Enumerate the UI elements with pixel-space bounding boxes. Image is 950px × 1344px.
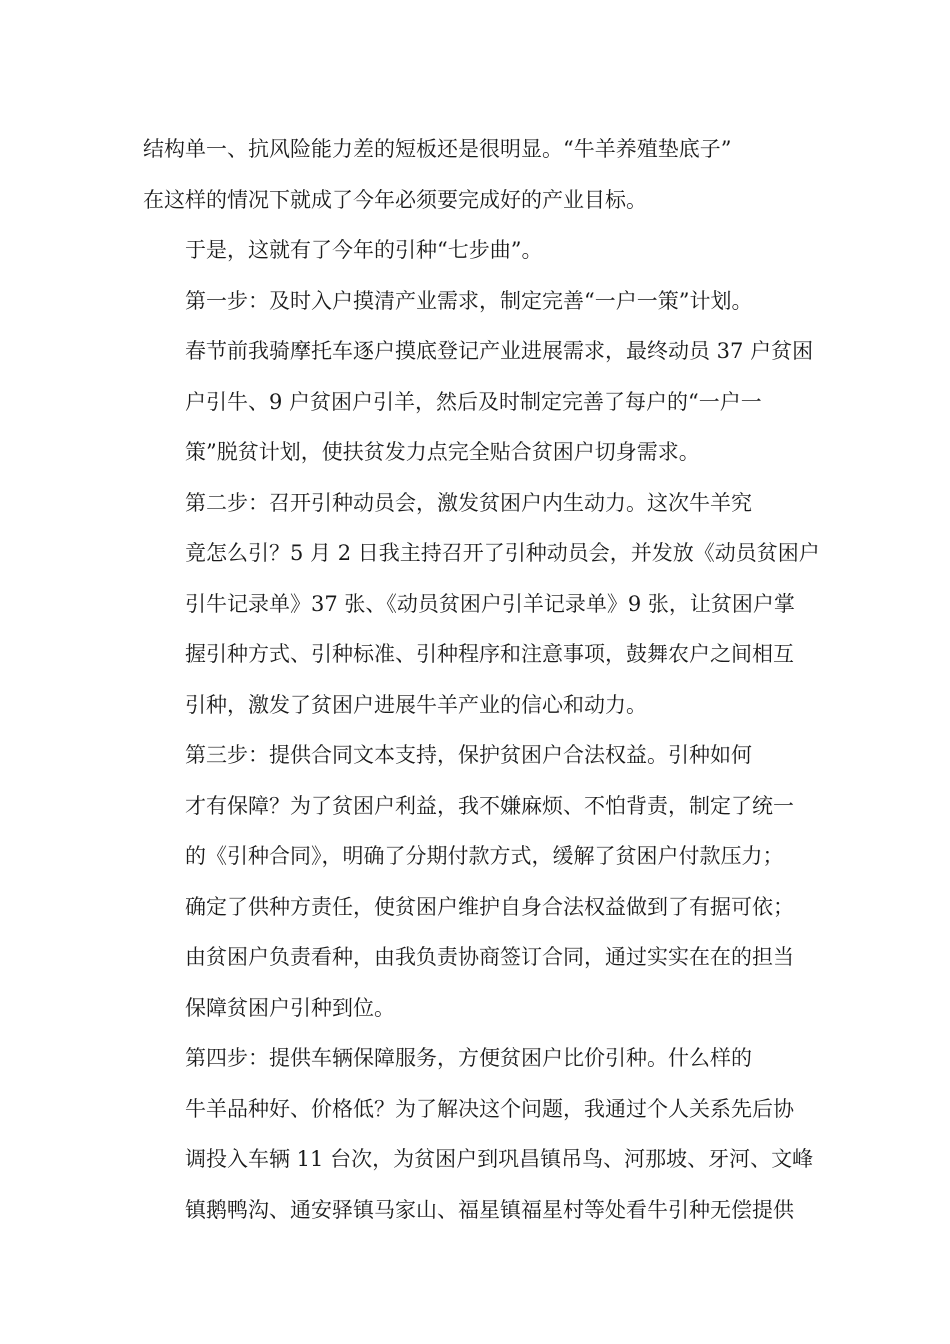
text-line: 第一步：及时入户摸清产业需求，制定完善“一户一策”计划。 bbox=[185, 288, 753, 313]
text-line: 的《引种合同》，明确了分期付款方式，缓解了贫困户付款压力； bbox=[185, 844, 784, 868]
paragraph-2 bbox=[143, 225, 823, 276]
paragraph-step-2 bbox=[143, 478, 823, 731]
document-body bbox=[143, 124, 823, 1235]
text-line: 春节前我骑摩托车逐户摸底登记产业进展需求，最终动员 37 户贫困 bbox=[185, 339, 814, 363]
text-line: 户引牛、9 户贫困户引羊，然后及时制定完善了每户的“一户一 bbox=[185, 389, 762, 414]
text-line: 于是，这就有了今年的引种“七步曲”。 bbox=[185, 238, 543, 262]
text-line: 竟怎么引？5 月 2 日我主持召开了引种动员会，并发放《动员贫困户 bbox=[185, 541, 820, 565]
text-line: 第三步：提供合同文本支持，保护贫困户合法权益。引种如何 bbox=[185, 743, 752, 767]
paragraph-step-4 bbox=[143, 1033, 823, 1235]
text-line: 引牛记录单》37 张、《动员贫困户引羊记录单》9 张，让贫困户掌 bbox=[185, 591, 795, 616]
paragraph-step-1 bbox=[143, 276, 823, 478]
text-line: 调投入车辆 11 台次，为贫困户到巩昌镇吊鸟、河那坡、牙河、文峰 bbox=[185, 1147, 814, 1171]
text-line: 第二步：召开引种动员会，激发贫困户内生动力。这次牛羊究 bbox=[185, 490, 752, 515]
text-line: 在这样的情况下就成了今年必须要完成好的产业目标。 bbox=[143, 187, 647, 212]
text-line: 牛羊品种好、价格低？为了解决这个问题，我通过个人关系先后协 bbox=[185, 1096, 794, 1121]
text-line: 握引种方式、引种标准、引种程序和注意事项，鼓舞农户之间相互 bbox=[185, 642, 794, 666]
text-line: 结构单一、抗风险能力差的短板还是很明显。“牛羊养殖垫底子” bbox=[143, 137, 732, 161]
text-line: 才有保障？为了贫困户利益，我不嫌麻烦、不怕背责，制定了统一 bbox=[185, 793, 794, 818]
paragraph-1 bbox=[143, 124, 823, 225]
text-line: 保障贫困户引种到位。 bbox=[185, 995, 395, 1020]
text-line: 确定了供种方责任，使贫困户维护自身合法权益做到了有据可依； bbox=[185, 894, 794, 919]
text-line: 由贫困户负责看种，由我负责协商签订合同，通过实实在在的担当 bbox=[185, 945, 794, 969]
text-line: 策”脱贫计划，使扶贫发力点完全贴合贫困户切身需求。 bbox=[185, 440, 700, 464]
text-line: 引种，激发了贫困户进展牛羊产业的信心和动力。 bbox=[185, 692, 647, 717]
text-line: 镇鹅鸭沟、通安驿镇马家山、福星镇福星村等处看牛引种无偿提供 bbox=[185, 1197, 794, 1222]
text-line: 第四步：提供车辆保障服务，方便贫困户比价引种。什么样的 bbox=[185, 1046, 752, 1070]
paragraph-step-3 bbox=[143, 730, 823, 1033]
